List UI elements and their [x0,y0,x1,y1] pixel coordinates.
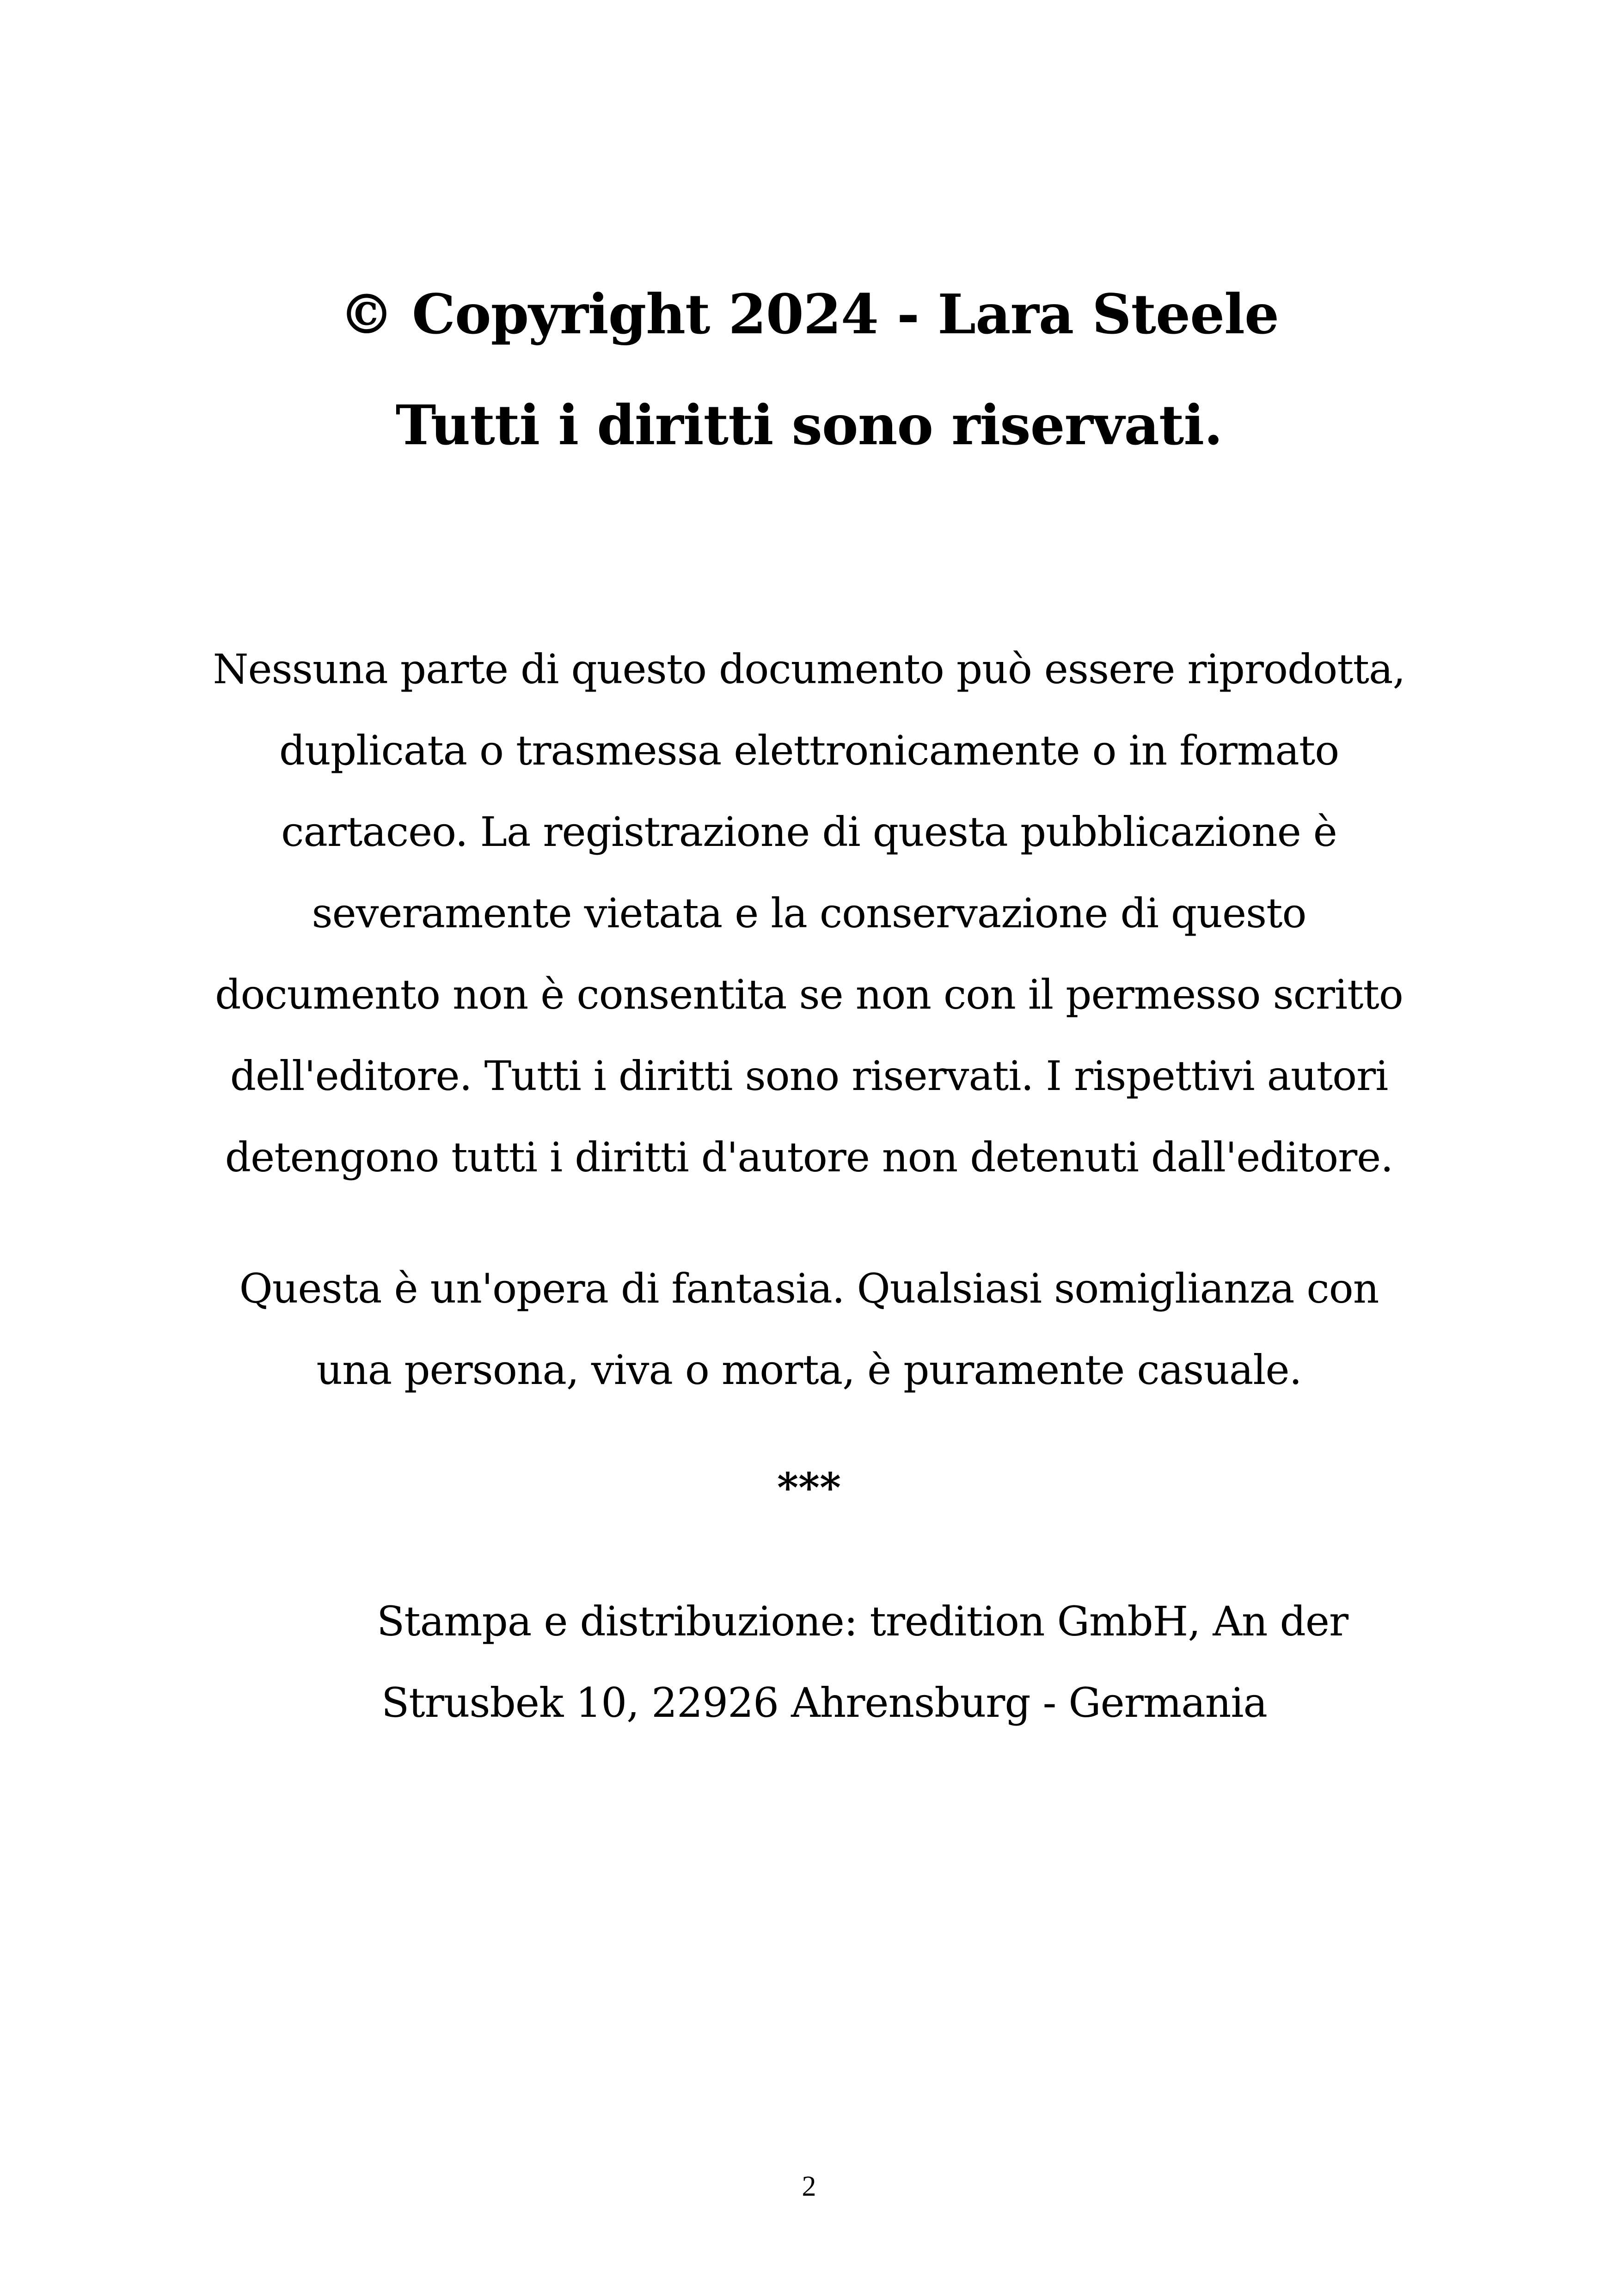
paragraph-line: Questa è un'opera di fantasia. Qualsiasi somiglianza con [239,1265,1379,1312]
paragraph-line: severamente vietata e la conservazione di questo [312,889,1306,937]
paragraph-line: duplicata o trasmessa elettronicamente o in formato [279,727,1339,774]
fiction-disclaimer-paragraph [185,1248,1433,1411]
printing-line: Strusbek 10, 22926 Ahrensburg - Germania [381,1679,1268,1727]
paragraph-line: detengono tutti i diritti d'autore non detenuti dall'editore. [225,1133,1393,1181]
printing-info [370,1581,1387,1744]
title-block [0,259,1618,481]
paragraph-line: Nessuna parte di questo documento può essere riprodotta, [213,645,1405,693]
page-number: 2 [802,2171,816,2202]
paragraph-line: documento non è consentita se non con il permesso scritto [215,971,1403,1018]
copyright-title: © Copyright 2024 - Lara Steele [339,282,1279,346]
printing-line: Stampa e distribuzione: tredition GmbH, An der [377,1598,1348,1645]
copyright-notice-paragraph [185,629,1433,1198]
rights-title: Tutti i diritti sono riservati. [395,393,1223,457]
paragraph-line: cartaceo. La registrazione di questa pubblicazione è [281,808,1337,856]
paragraph-line: dell'editore. Tutti i diritti sono riservati. I rispettivi autori [230,1052,1388,1100]
paragraph-line: una persona, viva o morta, è puramente casuale. [316,1346,1302,1394]
section-separator: *** [777,1463,841,1512]
